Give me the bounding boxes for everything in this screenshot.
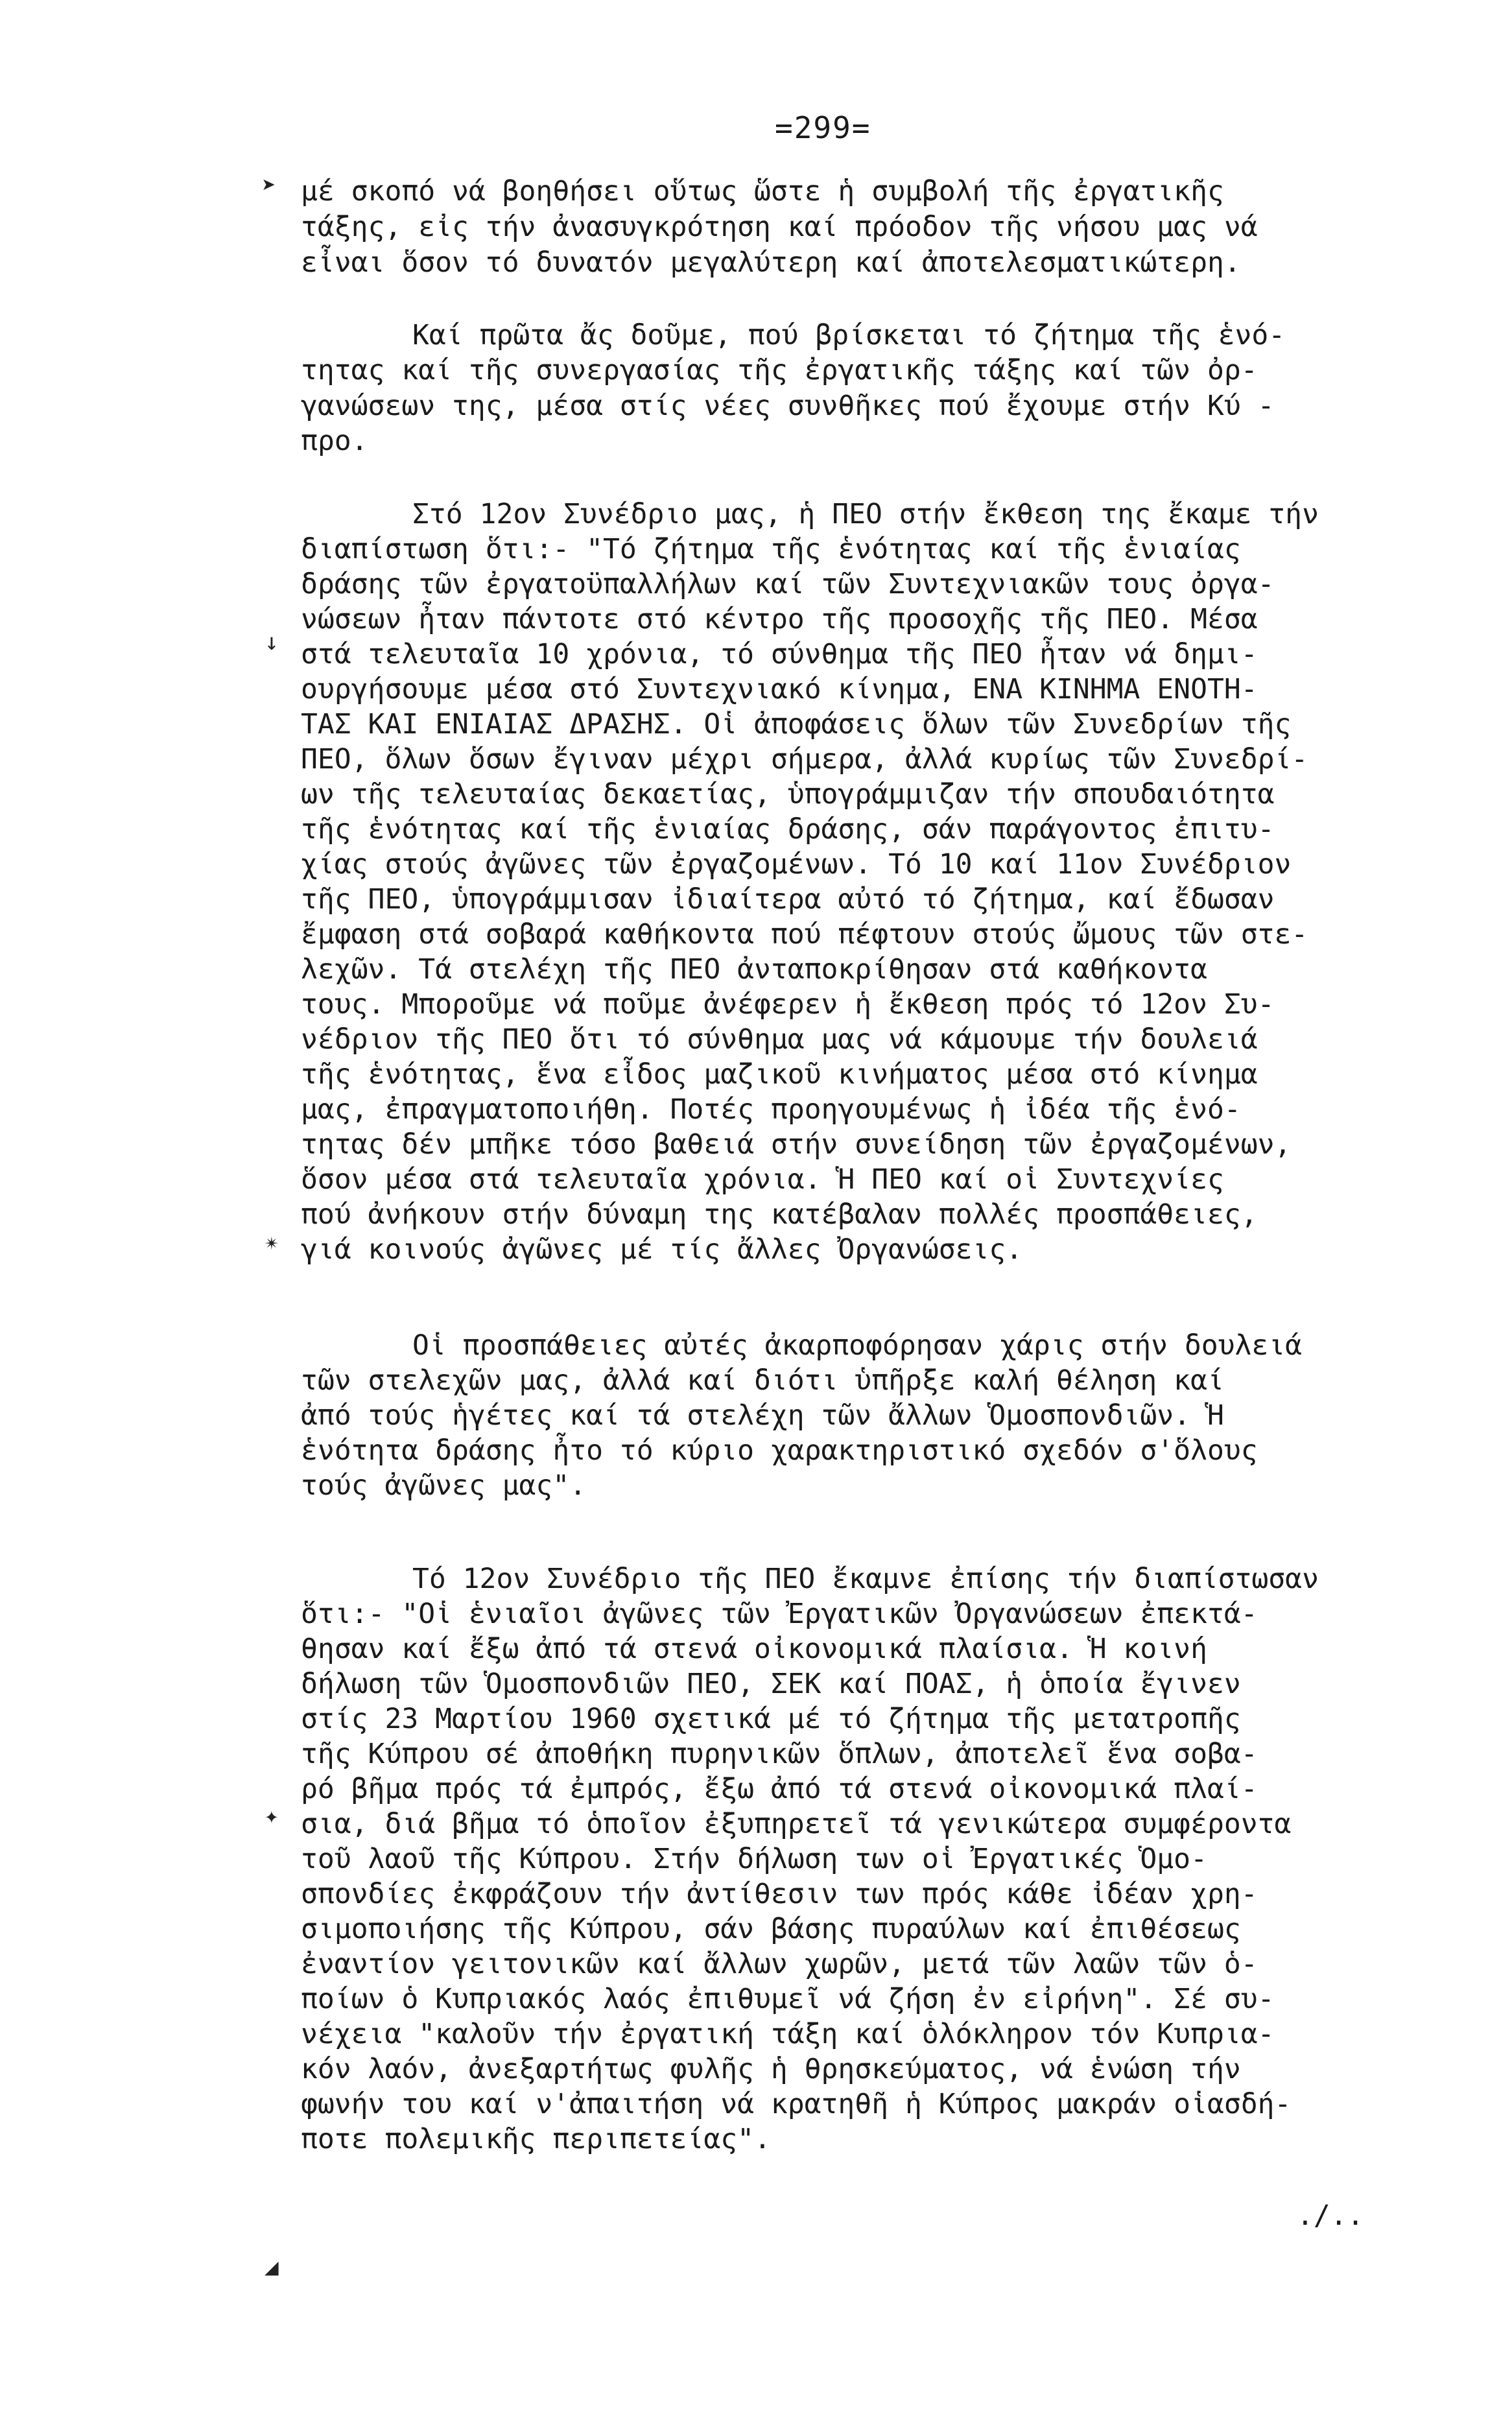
text-line: ρό βῆμα πρός τά ἐμπρός, ἔξω ἀπό τά στενά οἰκονομικά πλαί- <box>301 1773 1258 1805</box>
text-line: ΤΑΣ ΚΑΙ ΕΝΙΑΙΑΣ ΔΡΑΣΗΣ. Οἱ ἀποφάσεις ὅλων τῶν Συνεδρίων τῆς <box>301 708 1292 741</box>
text-line: δήλωση τῶν Ὁμοσπονδιῶν ΠΕΟ, ΣΕΚ καί ΠΟΑΣ, ἡ ὁποία ἔγινεν <box>301 1668 1241 1700</box>
text-line: ποτε πολεμικῆς περιπετείας". <box>301 2123 771 2155</box>
text-line: ὅτι:- "Οἱ ἑνιαῖοι ἀγῶνες τῶν Ἐργατικῶν Ὀργανώσεων ἐπεκτά- <box>301 1598 1258 1630</box>
text-line: τητας καί τῆς συνεργασίας τῆς ἐργατικῆς τάξης καί τῶν ὀρ- <box>301 354 1258 386</box>
text-line: γανώσεων της, μέσα στίς νέες συνθῆκες πού ἔχουμε στήν Κύ - <box>301 390 1275 422</box>
text-line: ποίων ὁ Κυπριακός λαός ἐπιθυμεῖ νά ζήση ἐν εἰρήνη". Σέ συ- <box>301 1983 1275 2015</box>
text-line: θησαν καί ἔξω ἀπό τά στενά οἰκονομικά πλαίσια. Ἡ κοινή <box>301 1633 1207 1665</box>
text-line: ἔμφαση στά σοβαρά καθήκοντα πού πέφτουν στούς ὤμους τῶν στε- <box>301 918 1308 951</box>
text-line: διαπίστωση ὅτι:- "Τό ζήτημα τῆς ἑνότητας καί τῆς ἑνιαίας <box>301 533 1241 565</box>
margin-mark: ◢ <box>265 2254 279 2281</box>
text-line: γιά κοινούς ἀγῶνες μέ τίς ἄλλες Ὀργανώσεις. <box>301 1233 1023 1266</box>
text-line: σπονδίες ἐκφράζουν τήν ἀντίθεσιν των πρός κάθε ἰδέαν χρη- <box>301 1878 1258 1910</box>
text-line: τάξης, εἰς τήν ἀνασυγκρότηση καί πρόοδον τῆς νήσου μας νά <box>301 211 1258 243</box>
text-line: σιμοποιήσης τῆς Κύπρου, σάν βάσης πυραύλων καί ἐπιθέσεως <box>301 1913 1241 1945</box>
margin-mark: ✴ <box>265 1229 279 1255</box>
text-line: προ. <box>301 425 368 457</box>
text-line: τητας δέν μπῆκε τόσο βαθειά στήν συνείδηση τῶν ἐργαζομένων, <box>301 1128 1292 1161</box>
text-line: ἑνότητα δράσης ἦτο τό κύριο χαρακτηριστικό σχεδόν σ'ὅλους <box>301 1434 1258 1467</box>
text-line: κόν λαόν, ἀνεξαρτήτως φυλῆς ἡ θρησκεύματος, νά ἑνώση τήν <box>301 2053 1241 2085</box>
text-line: νώσεων ἦταν πάντοτε στό κέντρο τῆς προσοχῆς τῆς ΠΕΟ. Μέσα <box>301 603 1258 635</box>
margin-mark: ↓ <box>265 629 279 656</box>
text-line: σια, διά βῆμα τό ὁποῖον ἐξυπηρετεῖ τά γενικώτερα συμφέροντα <box>301 1808 1292 1840</box>
text-line: Στό 12ον Συνέδριο μας, ἡ ΠΕΟ στήν ἔκθεση της ἔκαμε τήν <box>412 498 1319 530</box>
text-line: τῶν στελεχῶν μας, ἀλλά καί διότι ὑπῆρξε καλή θέληση καί <box>301 1364 1224 1397</box>
text-line: μέ σκοπό νά βοηθήσει οὕτως ὥστε ἡ συμβολή τῆς ἐργατικῆς <box>301 175 1224 207</box>
text-line: Τό 12ον Συνέδριο τῆς ΠΕΟ ἔκαμνε ἐπίσης τήν διαπίστωσαν <box>412 1563 1319 1595</box>
text-line: χίας στούς ἀγῶνες τῶν ἐργαζομένων. Τό 10 καί 11ον Συνέδριον <box>301 848 1292 881</box>
text-line: ΠΕΟ, ὅλων ὅσων ἔγιναν μέχρι σήμερα, ἀλλά κυρίως τῶν Συνεδρί- <box>301 743 1308 776</box>
margin-mark: ✦ <box>265 1803 279 1829</box>
text-line: δράσης τῶν ἐργατοϋπαλλήλων καί τῶν Συντεχνιακῶν τους ὀργα- <box>301 568 1275 600</box>
margin-mark: ➤ <box>262 172 276 199</box>
text-line: στά τελευταῖα 10 χρόνια, τό σύνθημα τῆς ΠΕΟ ἦταν νά δημι- <box>301 638 1258 670</box>
text-line: ουργήσουμε μέσα στό Συντεχνιακό κίνημα, ΕΝΑ ΚΙΝΗΜΑ ΕΝΟΤΗ- <box>301 673 1258 705</box>
text-line: λεχῶν. Τά στελέχη τῆς ΠΕΟ ἀνταποκρίθησαν στά καθήκοντα <box>301 953 1207 986</box>
text-line: φωνήν του καί ν'ἀπαιτήση νά κρατηθῆ ἡ Κύπρος μακράν οἱασδή- <box>301 2088 1292 2120</box>
text-line: Καί πρῶτα ἄς δοῦμε, πού βρίσκεται τό ζήτημα τῆς ἑνό- <box>412 319 1286 351</box>
text-line: νέχεια "καλοῦν τήν ἐργατική τάξη καί ὁλόκληρον τόν Κυπρια- <box>301 2018 1275 2050</box>
text-line: τῆς Κύπρου σέ ἀποθήκη πυρηνικῶν ὅπλων, ἀποτελεῖ ἕνα σοβα- <box>301 1738 1258 1770</box>
text-line: τῆς ἑνότητας, ἕνα εἶδος μαζικοῦ κινήματος μέσα στό κίνημα <box>301 1058 1258 1091</box>
text-line: ἐναντίον γειτονικῶν καί ἄλλων χωρῶν, μετά τῶν λαῶν τῶν ὁ- <box>301 1948 1258 1980</box>
text-line: ὅσον μέσα στά τελευταῖα χρόνια. Ἡ ΠΕΟ καί οἱ Συντεχνίες <box>301 1163 1224 1196</box>
text-line: εἶναι ὅσον τό δυνατόν μεγαλύτερη καί ἀποτελεσματικώτερη. <box>301 246 1241 279</box>
text-line: μας, ἐπραγματοποιήθη. Ποτές προηγουμένως ἡ ἰδέα τῆς ἑνό- <box>301 1093 1241 1126</box>
text-line: ων τῆς τελευταίας δεκαετίας, ὑπογράμμιζαν τήν σπουδαιότητα <box>301 778 1275 811</box>
text-line: τοῦ λαοῦ τῆς Κύπρου. Στήν δήλωση των οἱ Ἐργατικές Ὁμο- <box>301 1843 1207 1875</box>
text-line: τους. Μποροῦμε νά ποῦμε ἀνέφερεν ἡ ἔκθεση πρός τό 12ον Συ- <box>301 988 1275 1021</box>
text-line: τούς ἀγῶνες μας". <box>301 1469 587 1502</box>
text-line: νέδριον τῆς ΠΕΟ ὅτι τό σύνθημα μας νά κάμουμε τήν δουλειά <box>301 1023 1258 1056</box>
text-line: τῆς ΠΕΟ, ὑπογράμμισαν ἰδιαίτερα αὐτό τό ζήτημα, καί ἔδωσαν <box>301 883 1275 916</box>
text-line: Οἱ προσπάθειες αὐτές ἀκαρποφόρησαν χάρις στήν δουλειά <box>412 1329 1303 1362</box>
text-line: πού ἀνήκουν στήν δύναμη της κατέβαλαν πολλές προσπάθειες, <box>301 1198 1258 1231</box>
text-line: τῆς ἑνότητας καί τῆς ἑνιαίας δράσης, σάν παράγοντος ἐπιτυ- <box>301 813 1275 846</box>
page-number: =299= <box>775 110 871 145</box>
text-line: ἀπό τούς ἡγέτες καί τά στελέχη τῶν ἄλλων Ὁμοσπονδιῶν. Ἡ <box>301 1399 1224 1432</box>
text-line: στίς 23 Μαρτίου 1960 σχετικά μέ τό ζήτημα τῆς μετατροπῆς <box>301 1703 1241 1735</box>
continuation-mark: ./.. <box>1297 2199 1364 2232</box>
